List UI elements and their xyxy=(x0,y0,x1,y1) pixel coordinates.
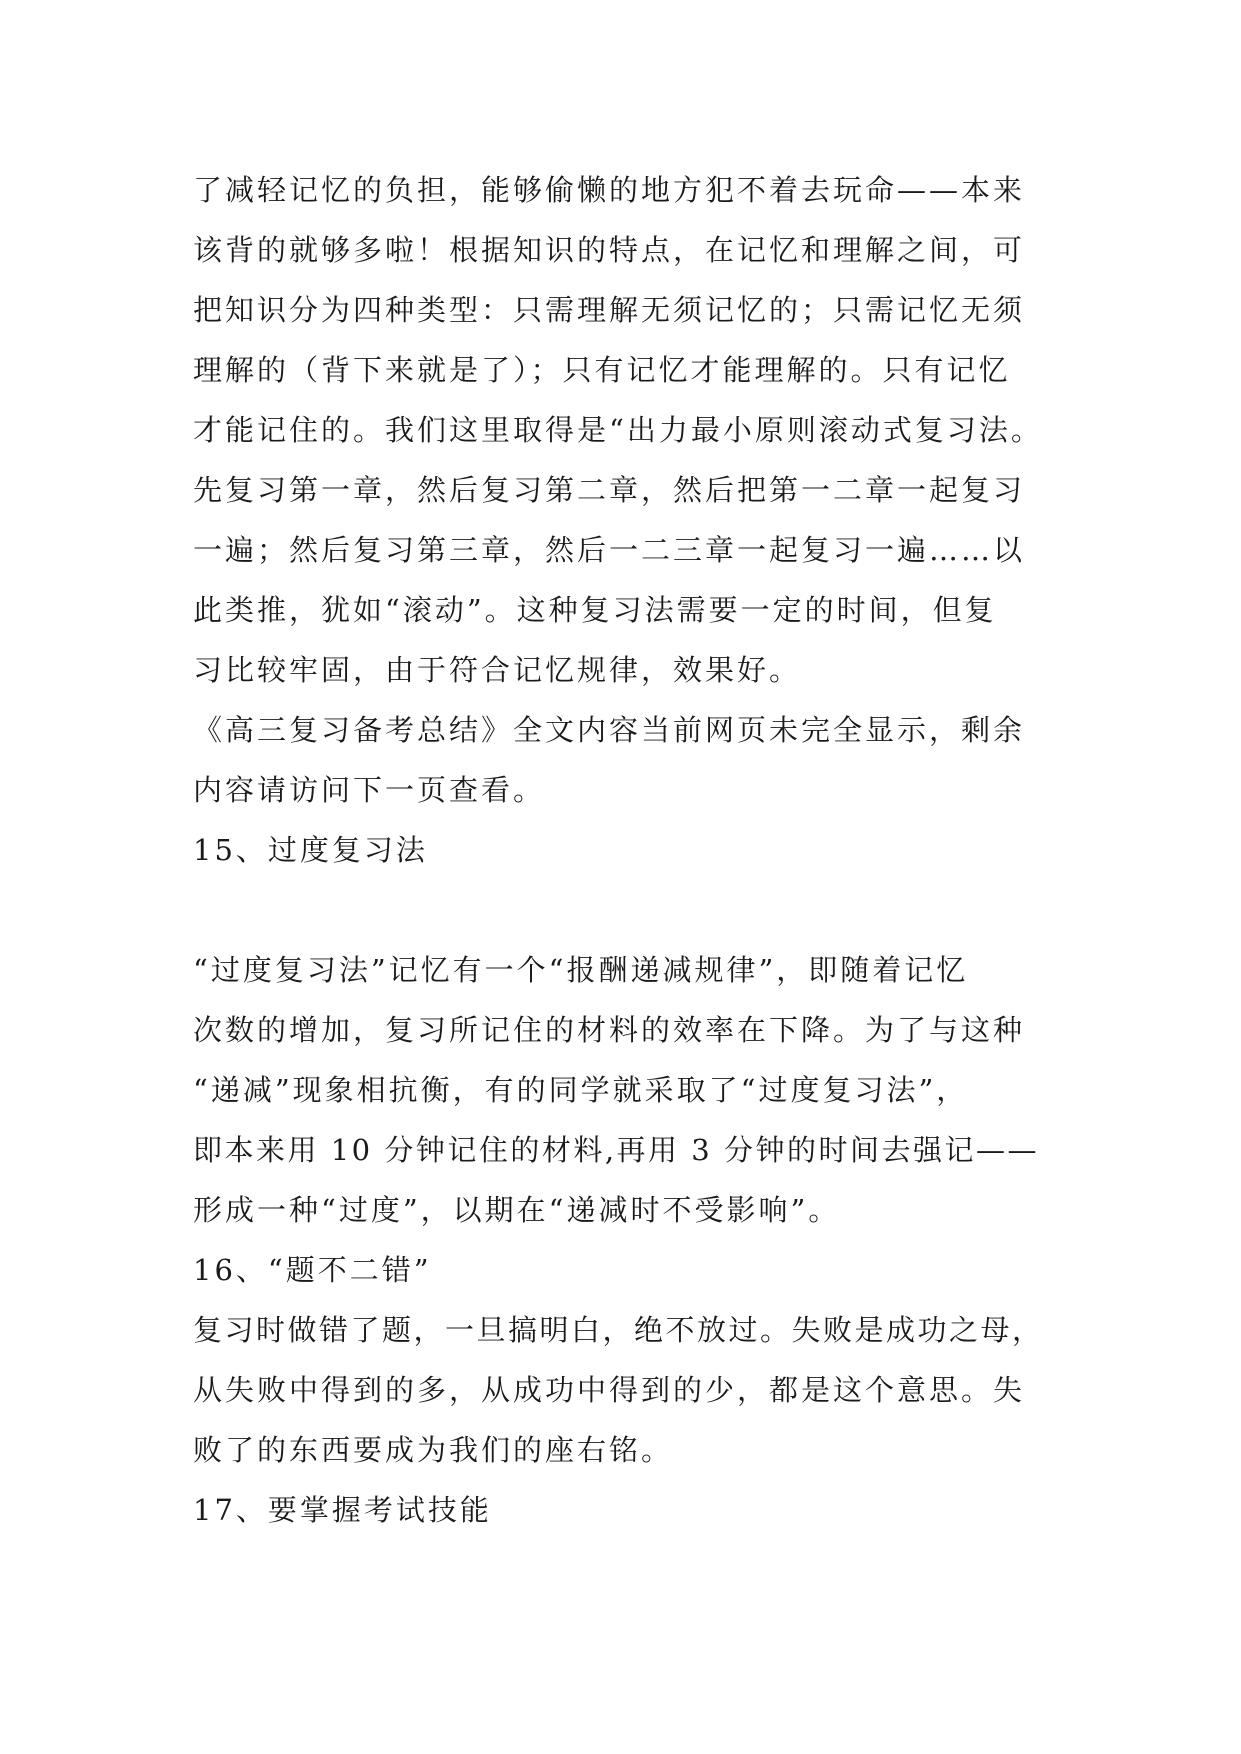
paragraph-no-repeat-mistakes xyxy=(193,1300,1053,1480)
text-line: 败了的东西要成为我们的座右铭。 xyxy=(193,1433,674,1467)
text-line: 复习时做错了题，一旦搞明白，绝不放过。失败是成功之母， xyxy=(193,1313,1044,1347)
text-line: 理解的（背下来就是了）；只有记忆才能理解的。只有记忆 xyxy=(193,353,1011,387)
blank-spacer xyxy=(193,880,1053,940)
text-line: 先复习第一章，然后复习第二章，然后把第一二章一起复习 xyxy=(193,473,1026,507)
text-line: 此类推，犹如“滚动”。这种复习法需要一定的时间，但复 xyxy=(193,593,997,627)
text-line: 次数的增加，复习所记住的材料的效率在下降。为了与这种 xyxy=(193,1013,1026,1047)
text-line: “递减”现象相抗衡，有的同学就采取了“过度复习法”， xyxy=(193,1073,969,1107)
text-line: 即本来用 10 分钟记住的材料,再用 3 分钟的时间去强记—— xyxy=(193,1133,1039,1167)
text-line: 内容请访问下一页查看。 xyxy=(193,773,546,807)
document-body xyxy=(193,160,1053,1540)
paragraph-rolling-review xyxy=(193,160,1053,700)
text-line: 从失败中得到的多，从成功中得到的少，都是这个意思。失 xyxy=(193,1373,1026,1407)
text-line: 才能记住的。我们这里取得是“出力最小原则滚动式复习法。 xyxy=(193,413,1043,447)
section-heading-17: 17、要掌握考试技能 xyxy=(193,1493,492,1527)
section-heading-16: 16、“题不二错” xyxy=(193,1253,432,1287)
text-line: 《高三复习备考总结》全文内容当前网页未完全显示，剩余 xyxy=(193,713,1026,747)
text-line: 了减轻记忆的负担，能够偷懒的地方犯不着去玩命——本来 xyxy=(193,173,1026,207)
paragraph-over-review xyxy=(193,940,1053,1240)
text-line: 一遍；然后复习第三章，然后一二三章一起复习一遍……以 xyxy=(193,533,1026,567)
text-line: “过度复习法”记忆有一个“报酬递减规律”，即随着记忆 xyxy=(193,953,969,987)
text-line: 该背的就够多啦！根据知识的特点，在记忆和理解之间，可 xyxy=(193,233,1026,267)
notice-paragraph xyxy=(193,700,1053,820)
text-line: 把知识分为四种类型：只需理解无须记忆的；只需记忆无须 xyxy=(193,293,1026,327)
text-line: 形成一种“过度”，以期在“递减时不受影响”。 xyxy=(193,1193,841,1227)
text-line: 习比较牢固，由于符合记忆规律，效果好。 xyxy=(193,653,802,687)
section-heading-15: 15、过度复习法 xyxy=(193,833,428,867)
